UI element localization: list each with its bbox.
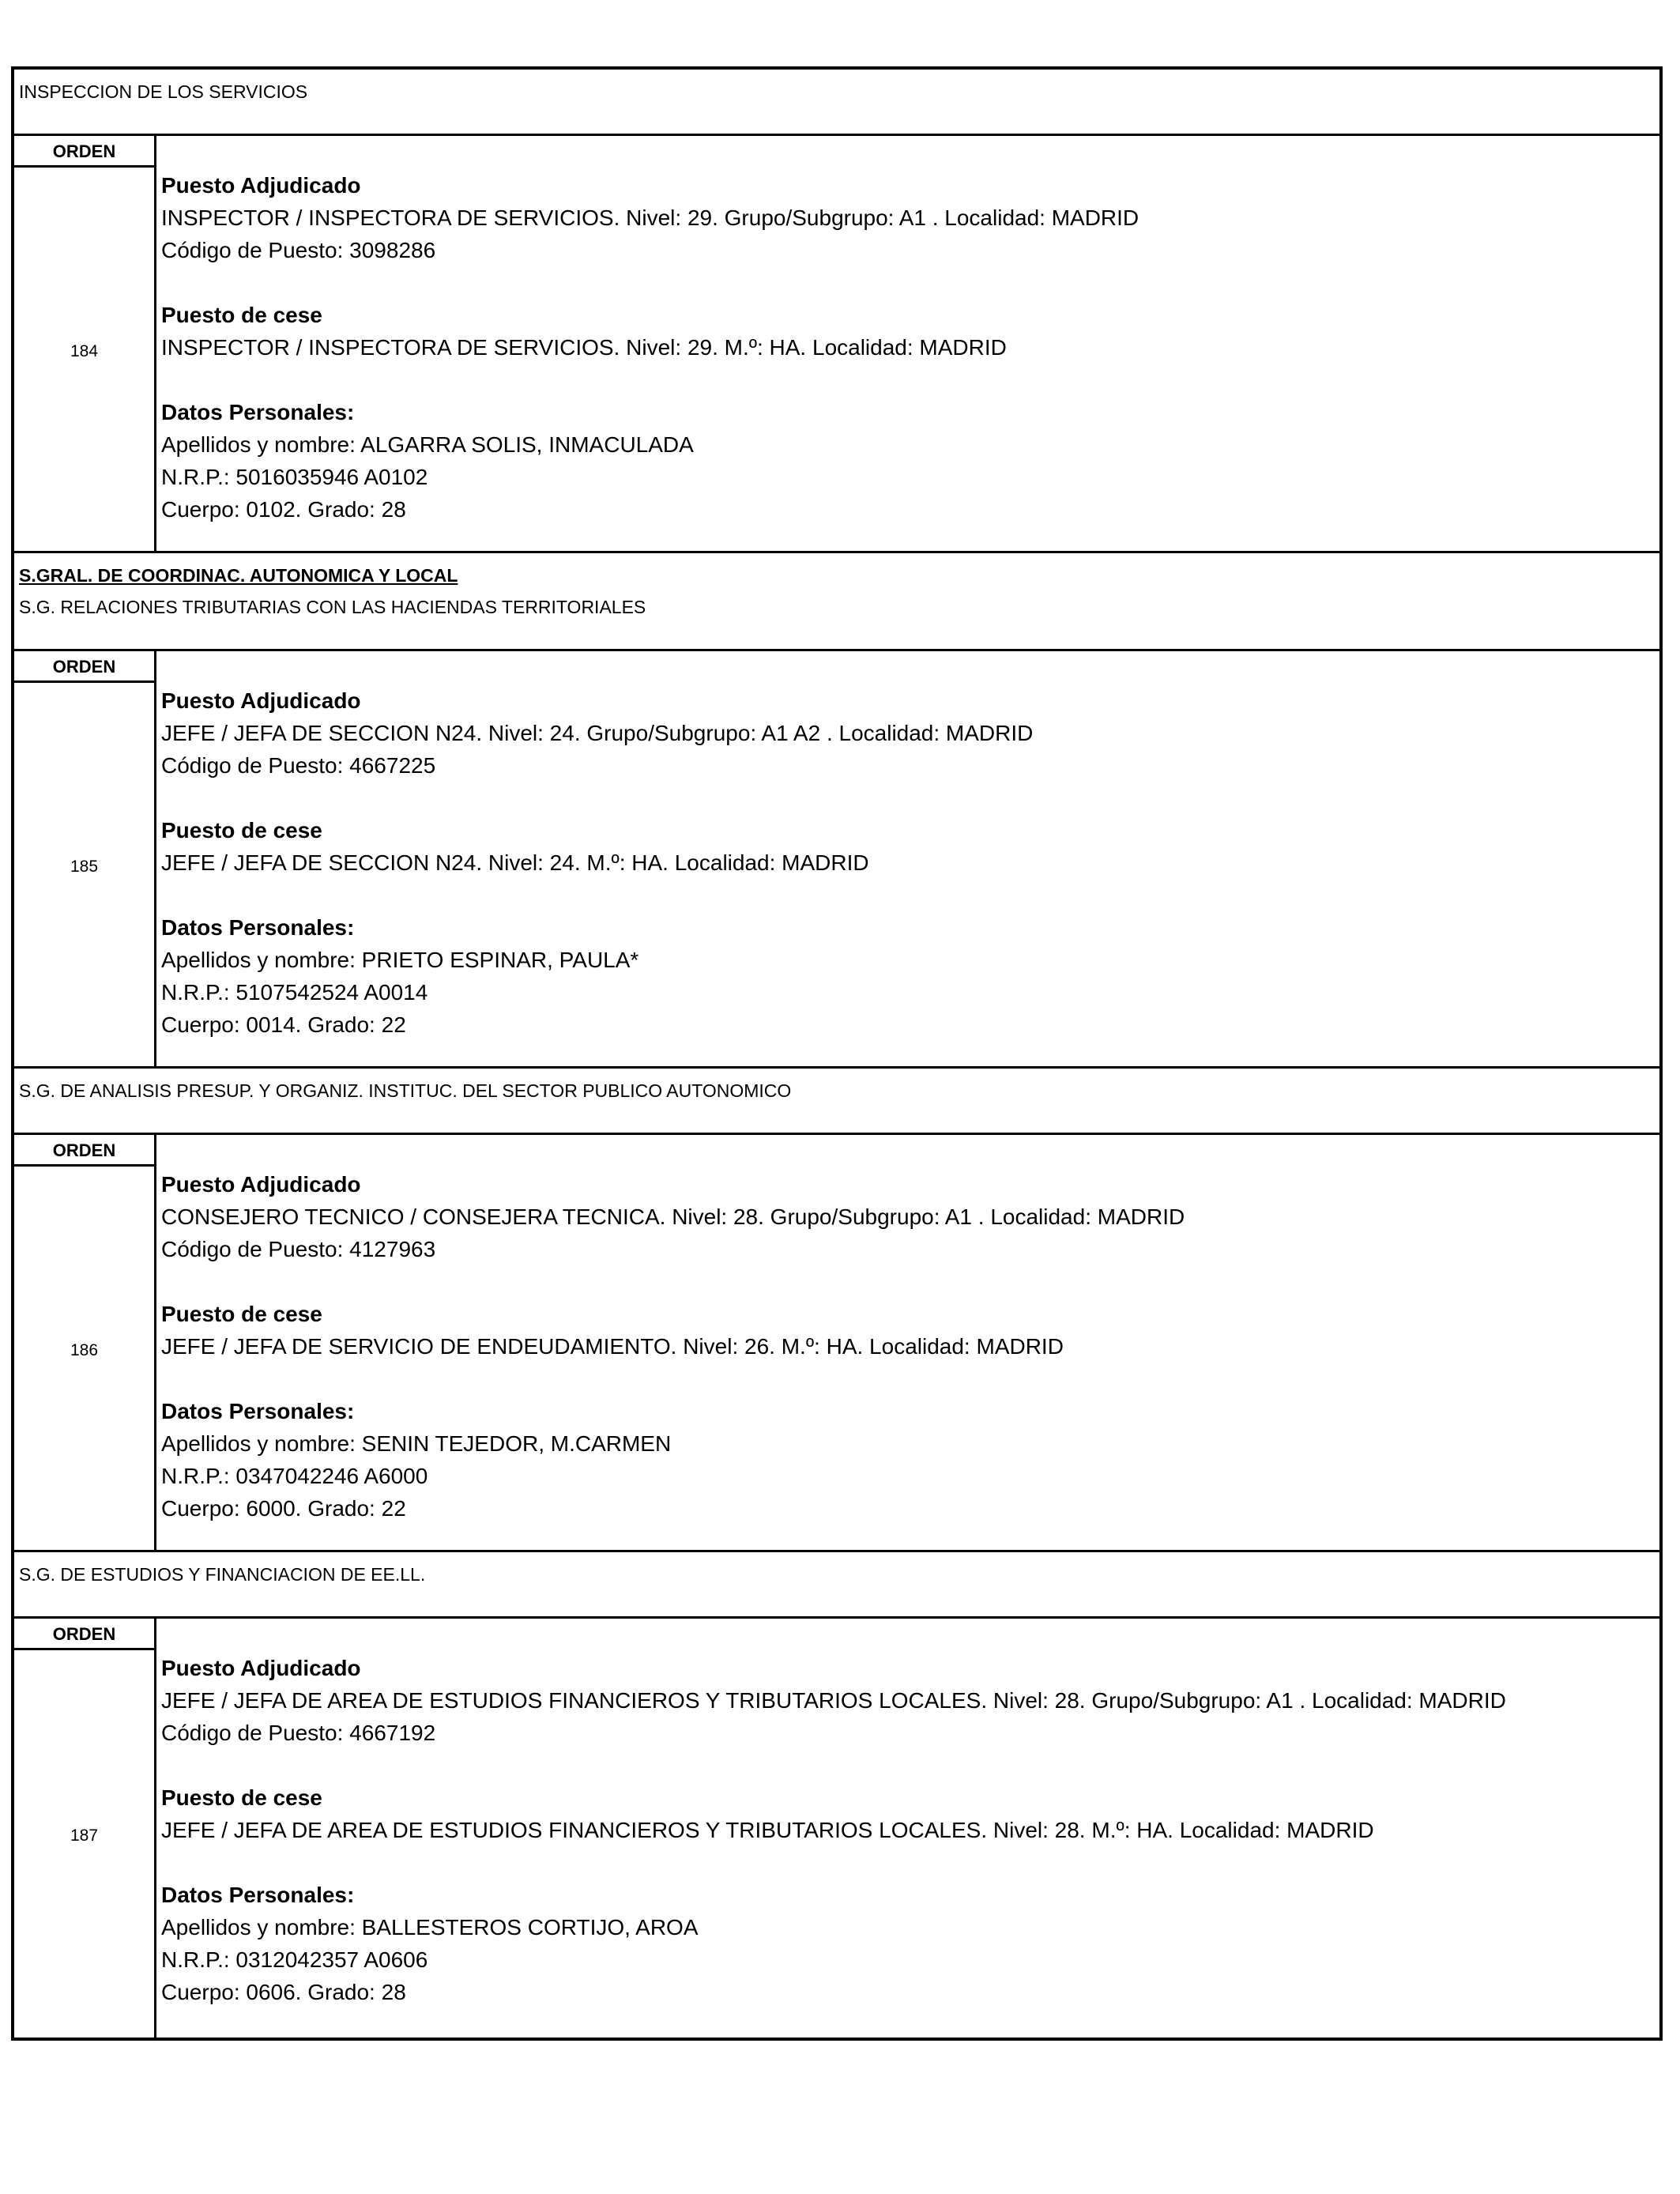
datos-title: Datos Personales:	[161, 1399, 355, 1423]
orden-number: 186	[70, 1340, 99, 1359]
nombre-text: Apellidos y nombre: PRIETO ESPINAR, PAULA*	[161, 948, 639, 972]
adjudicado-text: JEFE / JEFA DE AREA DE ESTUDIOS FINANCIEROS Y TRIBUTARIOS LOCALES. Nivel: 28. Grupo/Subgrupo: A1 . Localidad: MADRID	[161, 1688, 1506, 1713]
document-table	[11, 66, 1663, 2041]
entry-content	[156, 1135, 1659, 1550]
orden-column	[14, 136, 156, 551]
cese-title: Puesto de cese	[161, 1302, 322, 1326]
orden-label: ORDEN	[14, 1619, 154, 1650]
cuerpo-text: Cuerpo: 0606. Grado: 28	[161, 1980, 406, 2004]
codigo-puesto: Código de Puesto: 4127963	[161, 1237, 436, 1261]
section-header	[14, 1069, 1659, 1135]
cese-text: JEFE / JEFA DE AREA DE ESTUDIOS FINANCIEROS Y TRIBUTARIOS LOCALES. Nivel: 28. M.º: HA. Localidad: MADRID	[161, 1818, 1374, 1842]
table-row	[14, 1135, 1659, 1552]
adjudicado-title: Puesto Adjudicado	[161, 1656, 361, 1680]
adjudicado-title: Puesto Adjudicado	[161, 688, 361, 713]
orden-label: ORDEN	[14, 1135, 154, 1167]
orden-column	[14, 651, 156, 1066]
adjudicado-text: INSPECTOR / INSPECTORA DE SERVICIOS. Nivel: 29. Grupo/Subgrupo: A1 . Localidad: MADRID	[161, 205, 1139, 230]
adjudicado-title: Puesto Adjudicado	[161, 1172, 361, 1197]
unit-name: INSPECCION DE LOS SERVICIOS	[19, 81, 308, 102]
unit-name: S.G. RELACIONES TRIBUTARIAS CON LAS HACIENDAS TERRITORIALES	[19, 597, 646, 617]
section-header	[14, 553, 1659, 651]
codigo-puesto: Código de Puesto: 4667192	[161, 1721, 436, 1745]
orden-label: ORDEN	[14, 136, 154, 168]
table-row	[14, 136, 1659, 553]
entry-content	[156, 651, 1659, 1066]
entry-content	[156, 1619, 1659, 2038]
cese-text: JEFE / JEFA DE SERVICIO DE ENDEUDAMIENTO. Nivel: 26. M.º: HA. Localidad: MADRID	[161, 1334, 1064, 1359]
section-header	[14, 70, 1659, 136]
cese-title: Puesto de cese	[161, 1785, 322, 1810]
table-row	[14, 1619, 1659, 2038]
nombre-text: Apellidos y nombre: BALLESTEROS CORTIJO, AROA	[161, 1915, 699, 1940]
adjudicado-title: Puesto Adjudicado	[161, 173, 361, 198]
orden-label: ORDEN	[14, 651, 154, 683]
unit-name: S.G. DE ESTUDIOS Y FINANCIACION DE EE.LL.	[19, 1564, 426, 1585]
nrp-text: N.R.P.: 5107542524 A0014	[161, 980, 428, 1005]
nrp-text: N.R.P.: 5016035946 A0102	[161, 465, 428, 489]
adjudicado-text: JEFE / JEFA DE SECCION N24. Nivel: 24. Grupo/Subgrupo: A1 A2 . Localidad: MADRID	[161, 721, 1034, 745]
section-header	[14, 1552, 1659, 1619]
nrp-text: N.R.P.: 0347042246 A6000	[161, 1464, 428, 1488]
cuerpo-text: Cuerpo: 6000. Grado: 22	[161, 1496, 406, 1521]
codigo-puesto: Código de Puesto: 3098286	[161, 238, 436, 262]
cese-title: Puesto de cese	[161, 303, 322, 327]
parent-unit-name: S.GRAL. DE COORDINAC. AUTONOMICA Y LOCAL	[19, 565, 458, 586]
orden-number: 184	[70, 341, 99, 360]
orden-number: 187	[70, 1826, 99, 1845]
cese-text: INSPECTOR / INSPECTORA DE SERVICIOS. Nivel: 29. M.º: HA. Localidad: MADRID	[161, 335, 1007, 360]
datos-title: Datos Personales:	[161, 1883, 355, 1907]
codigo-puesto: Código de Puesto: 4667225	[161, 753, 436, 778]
nombre-text: Apellidos y nombre: SENIN TEJEDOR, M.CARMEN	[161, 1431, 672, 1456]
cuerpo-text: Cuerpo: 0014. Grado: 22	[161, 1012, 406, 1037]
orden-column	[14, 1619, 156, 2038]
table-row	[14, 651, 1659, 1069]
datos-title: Datos Personales:	[161, 915, 355, 940]
entry-content	[156, 136, 1659, 551]
cese-text: JEFE / JEFA DE SECCION N24. Nivel: 24. M.º: HA. Localidad: MADRID	[161, 850, 869, 875]
orden-column	[14, 1135, 156, 1550]
cuerpo-text: Cuerpo: 0102. Grado: 28	[161, 497, 406, 522]
cese-title: Puesto de cese	[161, 818, 322, 843]
nrp-text: N.R.P.: 0312042357 A0606	[161, 1947, 428, 1972]
adjudicado-text: CONSEJERO TECNICO / CONSEJERA TECNICA. Nivel: 28. Grupo/Subgrupo: A1 . Localidad: MADRID	[161, 1204, 1185, 1229]
orden-number: 185	[70, 857, 99, 876]
nombre-text: Apellidos y nombre: ALGARRA SOLIS, INMACULADA	[161, 432, 694, 457]
unit-name: S.G. DE ANALISIS PRESUP. Y ORGANIZ. INSTITUC. DEL SECTOR PUBLICO AUTONOMICO	[19, 1080, 792, 1101]
datos-title: Datos Personales:	[161, 400, 355, 424]
